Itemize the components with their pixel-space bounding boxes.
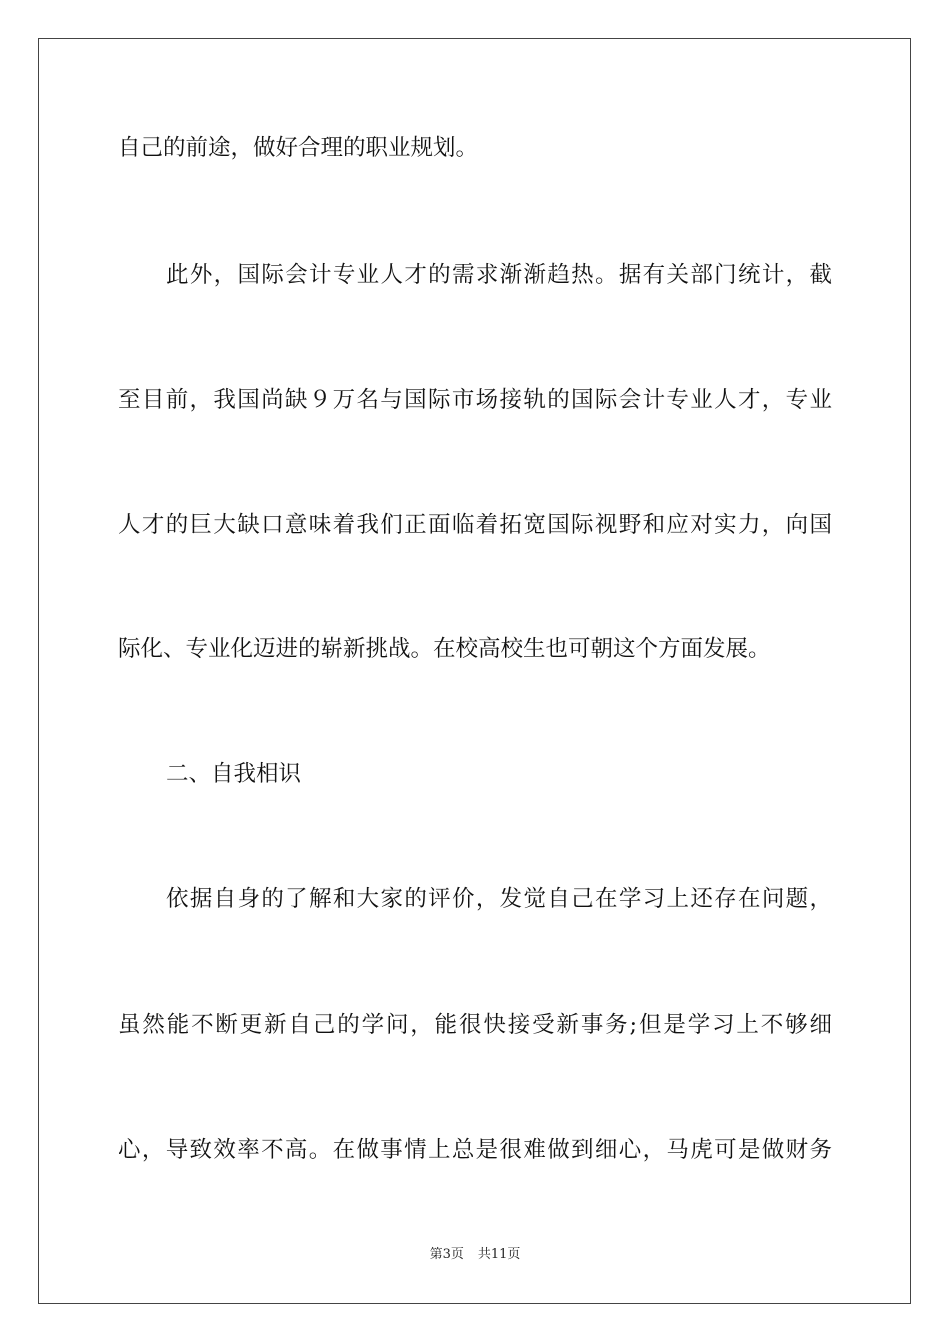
page-number-current: 第3页 [429, 1247, 464, 1262]
page-number-total: 共11页 [477, 1247, 521, 1262]
body-line-3: 至目前，我国尚缺９万名与国际市场接轨的国际会计专业人才，专业 [118, 387, 832, 413]
body-line-4: 人才的巨大缺口意味着我们正面临着拓宽国际视野和应对实力，向国 [118, 512, 832, 538]
body-line-1: 自己的前途，做好合理的职业规划。 [118, 135, 479, 161]
page-footer [0, 1246, 950, 1264]
body-line-7: 依据自身的了解和大家的评价，发觉自己在学习上还存在问题， [166, 886, 832, 912]
body-line-8: 虽然能不断更新自己的学问，能很快接受新事务;但是学习上不够细 [118, 1012, 832, 1038]
body-line-5: 际化、专业化迈进的崭新挑战。在校高校生也可朝这个方面发展。 [118, 636, 771, 662]
body-line-9: 心，导致效率不高。在做事情上总是很难做到细心，马虎可是做财务 [118, 1137, 832, 1163]
body-line-2: 此外，国际会计专业人才的需求渐渐趋热。据有关部门统计，截 [166, 262, 832, 288]
page-border [38, 38, 911, 1304]
section-heading: 二、自我相识 [166, 761, 302, 787]
